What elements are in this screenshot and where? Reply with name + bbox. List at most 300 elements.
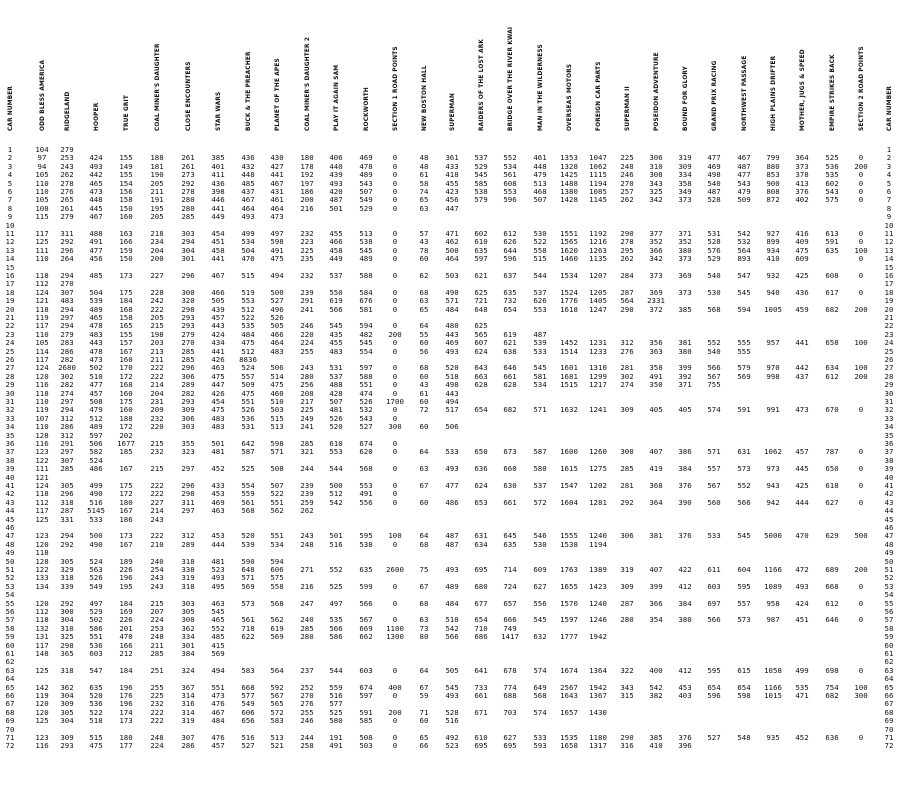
score-cell: 262 bbox=[620, 195, 634, 205]
score-cell: 61 bbox=[419, 170, 429, 180]
score-cell: 0 bbox=[392, 615, 398, 625]
score-cell: 0 bbox=[858, 254, 864, 264]
row-number: 6 bbox=[886, 187, 892, 196]
score-cell: 380 bbox=[678, 615, 692, 625]
score-cell: 551 bbox=[270, 531, 284, 541]
score-cell: 480 bbox=[445, 321, 459, 331]
score-cell: 558 bbox=[533, 245, 547, 255]
score-cell: 568 bbox=[707, 304, 721, 314]
row-number: 43 bbox=[5, 497, 15, 507]
score-cell: 412 bbox=[678, 665, 692, 675]
score-cell: 464 bbox=[241, 203, 255, 213]
score-cell: 0 bbox=[392, 271, 398, 280]
score-cell: 991 bbox=[766, 405, 780, 415]
score-cell: 280 bbox=[300, 632, 314, 642]
score-cell: 510 bbox=[89, 371, 103, 381]
score-cell: 228 bbox=[150, 287, 164, 297]
score-cell: 606 bbox=[241, 707, 255, 717]
score-cell: 635 bbox=[474, 245, 488, 255]
row-number: 13 bbox=[5, 245, 15, 255]
score-cell: 676 bbox=[359, 296, 373, 306]
column-header-label: SECTION 2 ROAD POINTS bbox=[857, 46, 865, 131]
score-cell: 0 bbox=[392, 741, 398, 751]
score-cell: 531 bbox=[241, 422, 255, 432]
score-cell: 261 bbox=[60, 203, 74, 213]
score-cell: 294 bbox=[60, 304, 74, 314]
score-cell: 372 bbox=[649, 304, 663, 314]
column-header bbox=[769, 6, 783, 139]
score-cell: 62 bbox=[419, 271, 429, 280]
score-cell: 285 bbox=[300, 439, 314, 448]
score-cell: 334 bbox=[181, 632, 195, 642]
score-cell: 682 bbox=[825, 304, 839, 314]
score-cell: 575 bbox=[825, 195, 839, 205]
score-cell: 58 bbox=[419, 178, 429, 188]
score-cell: 0 bbox=[858, 447, 864, 457]
row-number: 41 bbox=[884, 481, 894, 490]
score-cell: 223 bbox=[300, 237, 314, 247]
score-cell: 544 bbox=[329, 464, 343, 474]
score-cell: 0 bbox=[858, 153, 864, 163]
score-cell: 215 bbox=[150, 598, 164, 608]
score-cell: 352 bbox=[678, 237, 692, 247]
score-cell: 503 bbox=[445, 271, 459, 280]
column-header bbox=[92, 6, 106, 139]
score-cell: 117 bbox=[35, 506, 49, 516]
score-cell: 216 bbox=[300, 203, 314, 213]
score-cell: 243 bbox=[150, 581, 164, 591]
score-cell: 447 bbox=[211, 380, 225, 390]
score-cell: 1674 bbox=[560, 665, 578, 675]
score-cell: 0 bbox=[392, 321, 398, 331]
score-cell: 339 bbox=[60, 581, 74, 591]
score-cell: 562 bbox=[270, 615, 284, 625]
score-cell: 301 bbox=[181, 640, 195, 650]
score-cell: 67 bbox=[419, 481, 429, 490]
score-cell: 222 bbox=[150, 707, 164, 717]
score-cell: 112 bbox=[35, 497, 49, 507]
score-cell: 285 bbox=[60, 464, 74, 474]
score-cell: 325 bbox=[60, 632, 74, 642]
score-cell: 583 bbox=[241, 665, 255, 675]
score-cell: 492 bbox=[445, 733, 459, 742]
row-number: 4 bbox=[7, 170, 13, 180]
score-cell: 489 bbox=[359, 170, 373, 180]
score-cell: 405 bbox=[649, 405, 663, 415]
score-cell: 222 bbox=[150, 489, 164, 499]
score-cell: 226 bbox=[119, 565, 133, 574]
score-cell: 173 bbox=[119, 716, 133, 726]
score-cell: 224 bbox=[150, 615, 164, 625]
score-cell: 469 bbox=[445, 338, 459, 348]
score-cell: 1658 bbox=[560, 741, 578, 751]
score-cell: 668 bbox=[241, 682, 255, 692]
score-cell: 292 bbox=[60, 539, 74, 549]
score-cell: 376 bbox=[795, 187, 809, 196]
score-cell: 165 bbox=[119, 321, 133, 331]
score-cell: 615 bbox=[737, 665, 751, 675]
score-cell: 427 bbox=[270, 161, 284, 171]
score-cell: 282 bbox=[60, 380, 74, 390]
score-cell: 0 bbox=[858, 195, 864, 205]
row-number: 62 bbox=[884, 657, 894, 667]
score-cell: 60 bbox=[419, 254, 429, 264]
score-cell: 410 bbox=[649, 741, 663, 751]
score-cell: 528 bbox=[707, 195, 721, 205]
score-cell: 491 bbox=[270, 245, 284, 255]
score-cell: 533 bbox=[707, 531, 721, 541]
score-cell: 285 bbox=[181, 346, 195, 356]
score-cell: 200 bbox=[854, 304, 868, 314]
score-cell: 575 bbox=[270, 573, 284, 583]
score-cell: 118 bbox=[35, 304, 49, 314]
score-cell: 356 bbox=[649, 338, 663, 348]
score-cell: 244 bbox=[300, 464, 314, 474]
column-header bbox=[214, 6, 228, 139]
score-cell: 173 bbox=[119, 531, 133, 541]
score-cell: 610 bbox=[474, 733, 488, 742]
score-cell: 0 bbox=[392, 187, 398, 196]
score-cell: 301 bbox=[181, 254, 195, 264]
score-cell: 499 bbox=[241, 229, 255, 238]
score-cell: 312 bbox=[60, 430, 74, 440]
score-cell: 255 bbox=[150, 682, 164, 692]
score-cell: 100 bbox=[854, 363, 868, 373]
score-cell: 680 bbox=[474, 581, 488, 591]
score-cell: 935 bbox=[766, 733, 780, 742]
score-cell: 554 bbox=[241, 481, 255, 490]
score-cell: 551 bbox=[241, 397, 255, 406]
score-cell: 442 bbox=[795, 363, 809, 373]
score-cell: 0 bbox=[858, 187, 864, 196]
score-cell: 342 bbox=[649, 195, 663, 205]
score-cell: 188 bbox=[150, 153, 164, 163]
score-cell: 211 bbox=[150, 187, 164, 196]
score-cell: 579 bbox=[737, 363, 751, 373]
score-cell: 469 bbox=[707, 161, 721, 171]
score-cell: 461 bbox=[533, 153, 547, 163]
score-cell: 1240 bbox=[589, 598, 607, 608]
score-cell: 116 bbox=[35, 439, 49, 448]
score-cell: 413 bbox=[795, 178, 809, 188]
column-header bbox=[798, 6, 812, 139]
score-cell: 539 bbox=[533, 338, 547, 348]
score-cell: 441 bbox=[270, 170, 284, 180]
score-cell: 242 bbox=[150, 296, 164, 306]
column-header bbox=[681, 6, 695, 139]
score-cell: 505 bbox=[445, 665, 459, 675]
row-number: 5 bbox=[7, 178, 13, 188]
score-cell: 180 bbox=[119, 733, 133, 742]
score-cell: 276 bbox=[620, 346, 634, 356]
score-cell: 63 bbox=[419, 615, 429, 625]
score-cell: 0 bbox=[858, 497, 864, 507]
score-cell: 579 bbox=[474, 195, 488, 205]
score-cell: 278 bbox=[620, 237, 634, 247]
score-cell: 224 bbox=[300, 338, 314, 348]
score-cell: 298 bbox=[60, 640, 74, 650]
row-number: 47 bbox=[5, 531, 15, 541]
score-cell: 368 bbox=[649, 481, 663, 490]
score-cell: 68 bbox=[419, 539, 429, 549]
score-cell: 232 bbox=[150, 447, 164, 457]
row-number: 29 bbox=[884, 380, 894, 390]
score-cell: 596 bbox=[707, 691, 721, 700]
score-cell: 528 bbox=[445, 707, 459, 717]
score-cell: 594 bbox=[737, 304, 751, 314]
score-cell: 197 bbox=[300, 178, 314, 188]
row-number: 54 bbox=[5, 590, 15, 600]
score-cell: 148 bbox=[35, 649, 49, 658]
score-cell: 660 bbox=[503, 464, 517, 474]
score-cell: 318 bbox=[181, 581, 195, 591]
row-number: 8 bbox=[7, 203, 13, 213]
score-cell: 545 bbox=[533, 615, 547, 625]
score-cell: 749 bbox=[503, 623, 517, 633]
score-cell: 518 bbox=[445, 371, 459, 381]
score-cell: 500 bbox=[89, 531, 103, 541]
row-number: 19 bbox=[884, 296, 894, 306]
score-cell: 293 bbox=[181, 313, 195, 322]
score-cell: 545 bbox=[474, 170, 488, 180]
score-cell: 195 bbox=[150, 203, 164, 213]
score-cell: 300 bbox=[854, 691, 868, 700]
score-cell: 287 bbox=[620, 598, 634, 608]
score-cell: 373 bbox=[678, 195, 692, 205]
score-cell: 80 bbox=[419, 632, 429, 642]
score-cell: 124 bbox=[35, 481, 49, 490]
score-cell: 572 bbox=[270, 707, 284, 717]
row-number: 28 bbox=[884, 371, 894, 381]
score-cell: 487 bbox=[533, 329, 547, 339]
score-cell: 350 bbox=[649, 380, 663, 390]
score-cell: 426 bbox=[211, 388, 225, 398]
row-number: 52 bbox=[884, 573, 894, 583]
score-cell: 425 bbox=[795, 481, 809, 490]
score-cell: 932 bbox=[766, 271, 780, 280]
score-cell: 721 bbox=[474, 296, 488, 306]
score-cell: 597 bbox=[89, 430, 103, 440]
score-cell: 550 bbox=[329, 287, 343, 297]
score-cell: 542 bbox=[737, 229, 751, 238]
score-cell: 1089 bbox=[764, 581, 782, 591]
score-cell: 462 bbox=[445, 237, 459, 247]
score-cell: 568 bbox=[359, 464, 373, 474]
score-cell: 110 bbox=[35, 397, 49, 406]
score-cell: 315 bbox=[620, 691, 634, 700]
score-cell: 237 bbox=[300, 665, 314, 675]
score-cell: 449 bbox=[329, 254, 343, 264]
score-cell: 296 bbox=[181, 363, 195, 373]
score-cell: 253 bbox=[60, 153, 74, 163]
score-cell: 1514 bbox=[560, 346, 578, 356]
score-cell: 56 bbox=[419, 346, 429, 356]
score-cell: 424 bbox=[89, 153, 103, 163]
row-number: 70 bbox=[5, 724, 15, 734]
score-cell: 433 bbox=[445, 161, 459, 171]
score-cell: 622 bbox=[241, 632, 255, 642]
score-cell: 899 bbox=[766, 237, 780, 247]
score-cell: 239 bbox=[300, 287, 314, 297]
score-cell: 470 bbox=[119, 632, 133, 642]
score-cell: 590 bbox=[241, 556, 255, 566]
score-cell: 574 bbox=[533, 707, 547, 717]
score-cell: 724 bbox=[503, 581, 517, 591]
score-cell: 286 bbox=[60, 422, 74, 432]
score-cell: 957 bbox=[766, 338, 780, 348]
score-cell: 1776 bbox=[560, 296, 578, 306]
score-cell: 543 bbox=[825, 187, 839, 196]
score-cell: 466 bbox=[211, 287, 225, 297]
row-number: 39 bbox=[5, 464, 15, 474]
score-cell: 1380 bbox=[560, 187, 578, 196]
score-cell: 537 bbox=[474, 153, 488, 163]
score-cell: 536 bbox=[241, 413, 255, 423]
row-number: 25 bbox=[884, 346, 894, 356]
score-cell: 754 bbox=[825, 682, 839, 692]
score-cell: 544 bbox=[533, 271, 547, 280]
row-number: 2 bbox=[7, 153, 13, 163]
score-cell: 1452 bbox=[560, 338, 578, 348]
score-cell: 525 bbox=[329, 581, 343, 591]
score-cell: 474 bbox=[359, 388, 373, 398]
score-cell: 234 bbox=[150, 237, 164, 247]
row-number: 70 bbox=[884, 724, 894, 734]
score-cell: 0 bbox=[858, 229, 864, 238]
score-cell: 120 bbox=[35, 539, 49, 549]
score-cell: 553 bbox=[533, 304, 547, 314]
score-cell: 505 bbox=[211, 296, 225, 306]
score-cell: 0 bbox=[392, 178, 398, 188]
score-cell: 105 bbox=[35, 170, 49, 180]
score-cell: 287 bbox=[620, 287, 634, 297]
score-cell: 349 bbox=[678, 187, 692, 196]
column-header bbox=[420, 6, 434, 139]
score-cell: 688 bbox=[503, 691, 517, 700]
score-cell: 585 bbox=[474, 178, 488, 188]
score-cell: 293 bbox=[181, 397, 195, 406]
score-cell: 661 bbox=[503, 371, 517, 381]
score-cell: 536 bbox=[825, 161, 839, 171]
score-cell: 483 bbox=[329, 346, 343, 356]
column-header-label: STAR WARS bbox=[214, 91, 222, 131]
score-cell: 61 bbox=[419, 388, 429, 398]
row-number: 72 bbox=[5, 741, 15, 751]
score-cell: 529 bbox=[89, 607, 103, 616]
score-cell: 612 bbox=[503, 229, 517, 238]
score-cell: 608 bbox=[825, 271, 839, 280]
score-cell: 285 bbox=[181, 355, 195, 364]
score-cell: 122 bbox=[35, 455, 49, 465]
score-cell: 592 bbox=[270, 682, 284, 692]
score-cell: 264 bbox=[60, 254, 74, 264]
score-cell: 523 bbox=[211, 565, 225, 574]
row-number: 50 bbox=[884, 556, 894, 566]
score-cell: 658 bbox=[825, 338, 839, 348]
score-cell: 880 bbox=[766, 161, 780, 171]
score-cell: 1565 bbox=[560, 237, 578, 247]
score-cell: 415 bbox=[211, 640, 225, 650]
score-cell: 535 bbox=[825, 170, 839, 180]
score-cell: 555 bbox=[737, 338, 751, 348]
score-cell: 63 bbox=[419, 464, 429, 474]
score-cell: 487 bbox=[445, 531, 459, 541]
score-cell: 519 bbox=[241, 287, 255, 297]
score-cell: 638 bbox=[503, 346, 517, 356]
score-cell: 1205 bbox=[589, 287, 607, 297]
score-cell: 1430 bbox=[589, 707, 607, 717]
score-cell: 900 bbox=[766, 178, 780, 188]
score-cell: 55 bbox=[419, 329, 429, 339]
score-cell: 180 bbox=[119, 497, 133, 507]
score-cell: 232 bbox=[300, 229, 314, 238]
row-number: 53 bbox=[884, 581, 894, 591]
score-cell: 158 bbox=[119, 313, 133, 322]
score-cell: 648 bbox=[241, 565, 255, 574]
score-cell: 1192 bbox=[589, 229, 607, 238]
score-cell: 117 bbox=[35, 321, 49, 331]
score-cell: 524 bbox=[241, 363, 255, 373]
score-cell: 612 bbox=[825, 371, 839, 381]
score-cell: 285 bbox=[181, 212, 195, 222]
row-number: 50 bbox=[5, 556, 15, 566]
score-cell: 1166 bbox=[764, 682, 782, 692]
score-cell: 670 bbox=[825, 405, 839, 415]
row-number: 65 bbox=[884, 682, 894, 692]
score-cell: 63 bbox=[419, 296, 429, 306]
row-number: 39 bbox=[884, 464, 894, 474]
score-cell: 121 bbox=[35, 296, 49, 306]
score-cell: 64 bbox=[419, 447, 429, 457]
score-cell: 432 bbox=[241, 161, 255, 171]
row-number: 51 bbox=[884, 565, 894, 574]
score-cell: 0 bbox=[858, 598, 864, 608]
score-cell: 192 bbox=[300, 170, 314, 180]
score-cell: 522 bbox=[533, 237, 547, 247]
row-number: 47 bbox=[884, 531, 894, 541]
score-cell: 244 bbox=[300, 733, 314, 742]
column-header-label: SUPERMAN II bbox=[623, 86, 631, 131]
score-cell: 48 bbox=[419, 161, 429, 171]
column-header-label: COAL MINER'S DAUGHTER 2 bbox=[303, 36, 311, 131]
score-cell: 515 bbox=[89, 733, 103, 742]
score-cell: 1597 bbox=[560, 615, 578, 625]
score-cell: 154 bbox=[119, 178, 133, 188]
row-number: 67 bbox=[884, 699, 894, 709]
score-cell: 787 bbox=[825, 447, 839, 457]
score-cell: 292 bbox=[60, 598, 74, 608]
score-cell: 296 bbox=[181, 481, 195, 490]
score-cell: 303 bbox=[181, 229, 195, 238]
row-number: 59 bbox=[5, 632, 15, 642]
score-cell: 261 bbox=[181, 153, 195, 163]
score-cell: 305 bbox=[60, 556, 74, 566]
score-cell: 507 bbox=[533, 195, 547, 205]
score-cell: 457 bbox=[795, 447, 809, 457]
score-cell: 296 bbox=[181, 271, 195, 280]
score-cell: 338 bbox=[181, 565, 195, 574]
column-header-label: OVERSEAS MOTORS bbox=[565, 63, 573, 131]
column-header bbox=[710, 6, 724, 139]
score-cell: 549 bbox=[241, 699, 255, 709]
score-cell: 309 bbox=[620, 405, 634, 415]
score-cell: 513 bbox=[533, 178, 547, 188]
score-cell: 5000 bbox=[764, 531, 782, 541]
score-cell: 475 bbox=[211, 371, 225, 381]
column-header-label: PLAY IT AGAIN SAM bbox=[332, 64, 340, 131]
score-cell: 293 bbox=[181, 321, 195, 331]
score-cell: 308 bbox=[649, 170, 663, 180]
